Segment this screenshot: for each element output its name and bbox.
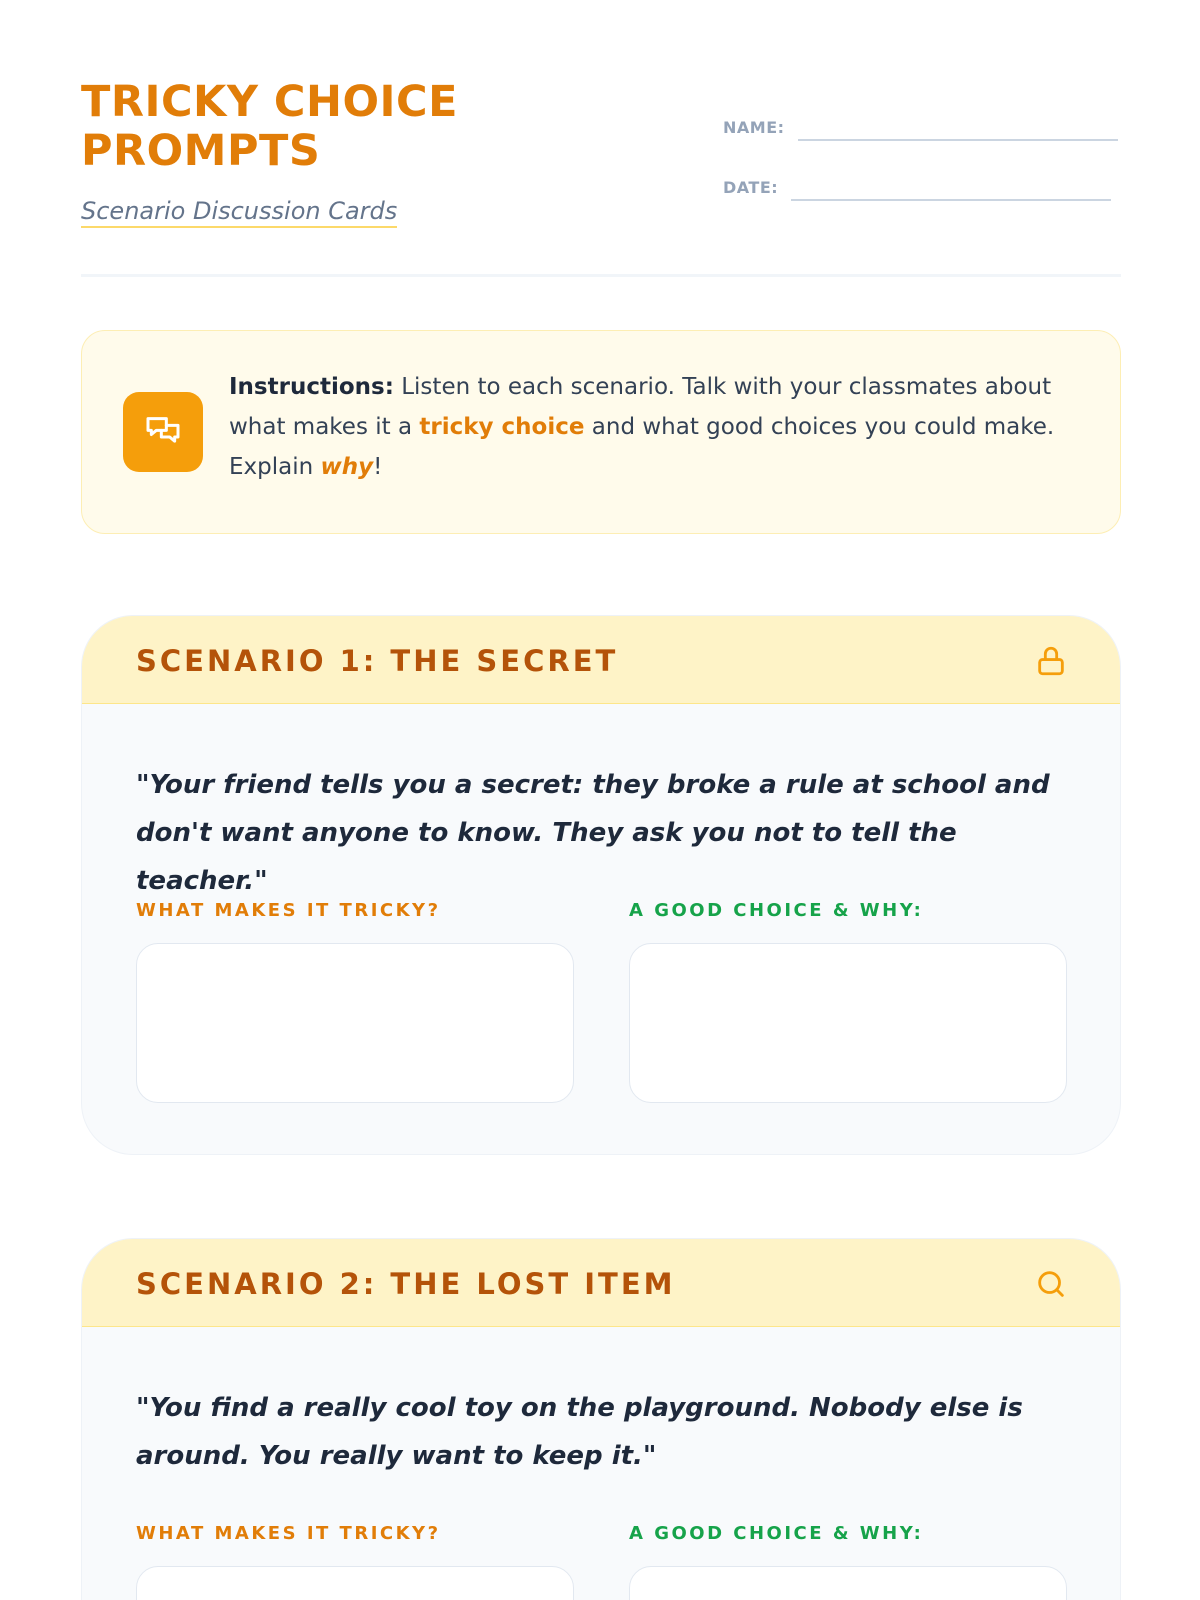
tricky-answer-box[interactable] xyxy=(136,1566,574,1600)
date-field[interactable] xyxy=(723,178,1111,197)
good-choice-answer-box[interactable] xyxy=(629,943,1067,1103)
date-line[interactable] xyxy=(791,199,1111,201)
instructions-text-2: and what good choices you could make. Explain xyxy=(229,414,1055,480)
page-subtitle: Scenario Discussion Cards xyxy=(81,196,397,228)
name-label: NAME: xyxy=(723,118,785,137)
instructions-text xyxy=(229,367,1079,487)
instructions-why: why xyxy=(320,454,374,480)
instructions-accent: tricky choice xyxy=(419,414,585,440)
good-choice-label: A GOOD CHOICE & WHY: xyxy=(629,1523,924,1544)
scenario-title: SCENARIO 2: THE LOST ITEM xyxy=(136,1267,676,1301)
tricky-label: WHAT MAKES IT TRICKY? xyxy=(136,900,441,921)
title-line-2: PROMPTS xyxy=(81,126,321,176)
instructions-text-1: Listen to each scenario. Talk with your classmates about what makes it a xyxy=(229,374,1052,440)
tricky-answer-box[interactable] xyxy=(136,943,574,1103)
date-label: DATE: xyxy=(723,178,779,197)
scenario-card-1 xyxy=(81,615,1121,1155)
lock-icon xyxy=(1034,644,1068,678)
instructions-text-3: ! xyxy=(373,454,383,480)
scenario-header xyxy=(82,616,1120,704)
worksheet-header xyxy=(81,78,1121,278)
instructions-lead: Instructions: xyxy=(229,374,394,400)
scenario-header xyxy=(82,1239,1120,1327)
scenario-prompt: "Your friend tells you a secret: they broke a rule at school and don't want anyone to know. They ask you not to tell the teacher." xyxy=(136,770,1050,896)
name-line[interactable] xyxy=(798,139,1118,141)
scenario-card-2 xyxy=(81,1238,1121,1600)
search-icon xyxy=(1034,1267,1068,1301)
good-choice-label: A GOOD CHOICE & WHY: xyxy=(629,900,924,921)
scenario-prompt: "You find a really cool toy on the playground. Nobody else is around. You really want to keep it." xyxy=(136,1393,1023,1471)
name-field[interactable] xyxy=(723,118,1118,137)
header-divider xyxy=(81,274,1121,277)
instructions-box xyxy=(81,330,1121,534)
good-choice-answer-box[interactable] xyxy=(629,1566,1067,1600)
tricky-label: WHAT MAKES IT TRICKY? xyxy=(136,1523,441,1544)
chat-bubbles-icon xyxy=(123,392,203,472)
scenario-title: SCENARIO 1: THE SECRET xyxy=(136,644,619,678)
title-line-1: TRICKY CHOICE xyxy=(81,77,458,127)
page-title xyxy=(81,78,641,176)
